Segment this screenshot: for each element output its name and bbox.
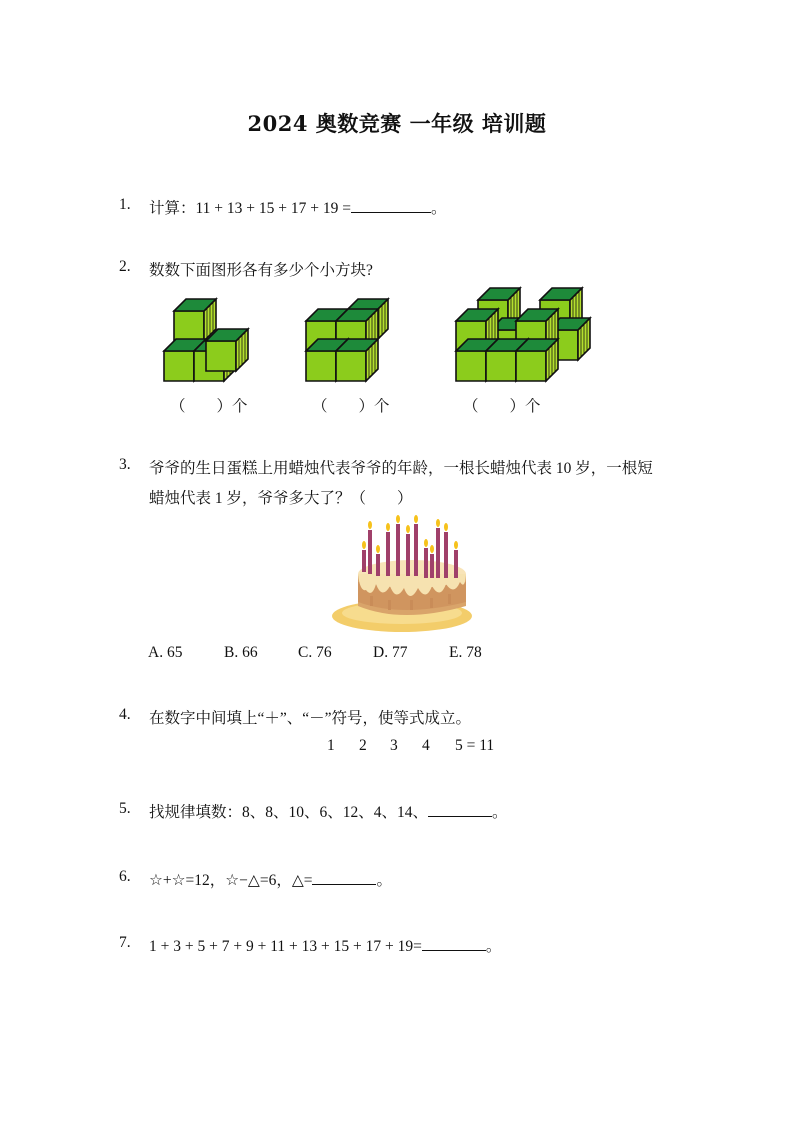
option-b[interactable]: B. 66 (224, 644, 258, 661)
question-4-number: 4. (119, 706, 131, 723)
answer-blank-1[interactable] (351, 199, 431, 213)
question-2-answer-1[interactable]: （ ）个 (170, 398, 248, 415)
question-4-text: 在数字中间填上“＋”、“－”符号，使等式成立。 (149, 710, 472, 727)
cube-figure-1 (164, 299, 248, 381)
question-1-prompt: 计算：11 + 13 + 15 + 17 + 19 = (149, 200, 352, 217)
equation-term: 3 (390, 737, 398, 754)
question-6-number: 6. (119, 868, 131, 885)
question-5-end: 。 (492, 804, 508, 821)
question-5-prompt: 找规律填数：8、8、10、6、12、4、14、 (149, 804, 429, 821)
option-a[interactable]: A. 65 (148, 644, 183, 661)
option-c[interactable]: C. 76 (298, 644, 332, 661)
answer-blank-7[interactable] (422, 937, 486, 951)
question-2-text: 数数下面图形各有多少个小方块? (149, 262, 373, 279)
equation-term: 2 (359, 737, 367, 754)
question-7-text (149, 934, 501, 956)
question-3-line-2: 蜡烛代表 1 岁，爷爷多大了？（ ） (149, 490, 413, 507)
question-6-prompt: ☆+☆=12，☆−△=6，△= (149, 872, 313, 889)
question-1-end: 。 (431, 200, 447, 217)
option-e[interactable]: E. 78 (449, 644, 482, 661)
question-2-answer-2[interactable]: （ ）个 (312, 398, 390, 415)
question-7-number: 7. (119, 934, 131, 951)
equation-term: 1 (327, 737, 335, 754)
question-7-end: 。 (485, 938, 502, 955)
question-2-number: 2. (119, 258, 131, 275)
question-5-number: 5. (119, 800, 131, 817)
question-2-answer-3[interactable]: （ ）个 (463, 398, 541, 415)
question-5-text (149, 800, 508, 822)
cube-figures (150, 285, 600, 387)
page-title: 2024 奥数竞赛 一年级 培训题 (247, 111, 547, 136)
equation-term: 4 (422, 737, 430, 754)
birthday-cake-image (330, 512, 478, 637)
question-3-line-1: 爷爷的生日蛋糕上用蜡烛代表爷爷的年龄，一根长蜡烛代表 10 岁，一根短 (149, 460, 653, 477)
question-1-number: 1. (119, 196, 131, 213)
cube-figure-3 (456, 288, 590, 381)
question-6-text (149, 868, 392, 890)
question-7-prompt: 1 + 3 + 5 + 7 + 9 + 11 + 13 + 15 + 17 + 19= (149, 938, 422, 955)
question-1-text (149, 196, 447, 218)
answer-blank-5[interactable] (428, 803, 492, 817)
option-d[interactable]: D. 77 (373, 644, 408, 661)
answer-blank-6[interactable] (312, 871, 376, 885)
cube-figure-2 (306, 299, 388, 381)
question-3-number: 3. (119, 456, 131, 473)
question-6-end: 。 (376, 872, 392, 889)
equation-result: 5 = 11 (455, 737, 495, 754)
